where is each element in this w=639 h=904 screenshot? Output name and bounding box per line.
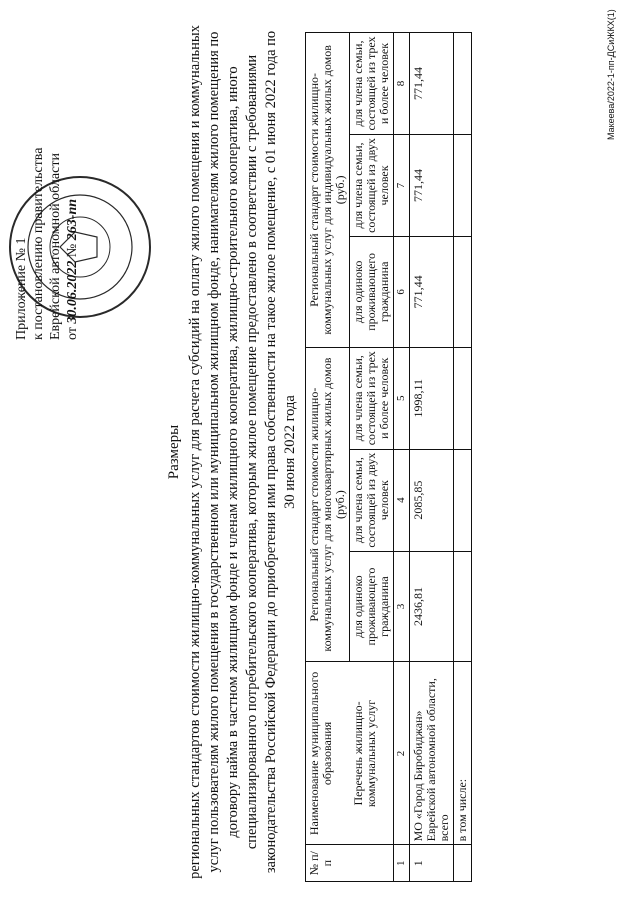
header-single: для одиноко проживающего гражданина: [350, 236, 394, 347]
document-title: [165, 22, 300, 882]
cell-mkd-three: 1998,11: [410, 347, 454, 449]
appendix-line: Еврейской автономной области: [48, 153, 63, 340]
cell-ijd-three: 771,44: [410, 33, 454, 135]
column-number-row: [394, 33, 410, 882]
table-row: [454, 33, 472, 882]
cell-ijd-single: [454, 236, 472, 347]
standards-table: [305, 32, 472, 882]
header-three: для члена семьи, состоящей из трех и более человек: [350, 347, 394, 449]
header-two: для члена семьи, состоящей из двух человек: [350, 449, 394, 551]
col-number: 3: [394, 551, 410, 662]
header-services-label: Перечень жилищно-коммунальных услуг: [351, 699, 378, 808]
from-prefix: от: [65, 327, 80, 340]
row-name: МО «Город Биробиджан» Еврейской автономной области, всего: [410, 662, 454, 845]
appendix-line: к постановлению правительства: [31, 147, 46, 340]
row-num: 1: [410, 845, 454, 882]
cell-mkd-three: [454, 347, 472, 449]
number-prefix: №: [65, 243, 80, 258]
row-num: [454, 845, 472, 882]
appendix-date-line: [64, 40, 81, 340]
cell-mkd-two: 2085,85: [410, 449, 454, 551]
row-name: в том числе:: [454, 662, 472, 845]
handwritten-date: 30.06.2022: [65, 260, 80, 324]
col-number: 8: [394, 33, 410, 135]
cell-ijd-single: 771,44: [410, 236, 454, 347]
cell-ijd-three: [454, 33, 472, 135]
col-number: 2: [394, 662, 410, 845]
col-number: 5: [394, 347, 410, 449]
col-number: 6: [394, 236, 410, 347]
header-mo: [306, 662, 394, 845]
appendix-label: Приложение № 1: [14, 237, 29, 340]
document-reference: Макеева/2022-1-пп-ДСиЖКХ(1): [606, 9, 616, 140]
cell-mkd-single: 2436,81: [410, 551, 454, 662]
header-num: № п/п: [306, 845, 394, 882]
handwritten-number: 263-пп: [65, 198, 80, 241]
table-header-row: [306, 33, 350, 882]
header-ijd-group: Региональный стандарт стоимости жилищно-коммунальных услуг для индивидуальных жилых домов (руб.): [306, 33, 350, 348]
title-heading: Размеры: [166, 424, 182, 480]
title-body: региональных стандартов стоимости жилищно-коммунальных услуг для расчета субсидий на оплату жилого помещения и коммунальных услуг пользователям жилого помещения в государственном или муниципальном жилищном фонде, нанимателям жилого помещения по договору найма в частном жилищном фонде и членам жилищного кооператива, жилищно-строительного кооператива, иного специализированного потребительского кооператива, которым жилое помещение предоставлено в соответствии с требованиями законодательства Российской Федерации до приобретения ими права собственности на такое жилое помещение, с 01 июня 2022 года по 30 июня 2022 года: [187, 25, 298, 879]
cell-ijd-two: [454, 135, 472, 237]
header-three: для члена семьи, состоящей из трех и более человек: [350, 33, 394, 135]
col-number: 7: [394, 135, 410, 237]
rotated-page: [5, 9, 625, 882]
table-row: [410, 33, 454, 882]
header-two: для члена семьи, состоящей из двух человек: [350, 135, 394, 237]
appendix-stamp: [13, 40, 81, 340]
cell-ijd-two: 771,44: [410, 135, 454, 237]
header-mkd-group: Региональный стандарт стоимости жилищно-коммунальных услуг для многоквартирных жилых домов (руб.): [306, 347, 350, 662]
col-number: 1: [394, 845, 410, 882]
header-single: для одиноко проживающего гражданина: [350, 551, 394, 662]
cell-mkd-single: [454, 551, 472, 662]
col-number: 4: [394, 449, 410, 551]
header-mo-label: Наименование муниципального образования: [307, 671, 334, 836]
cell-mkd-two: [454, 449, 472, 551]
